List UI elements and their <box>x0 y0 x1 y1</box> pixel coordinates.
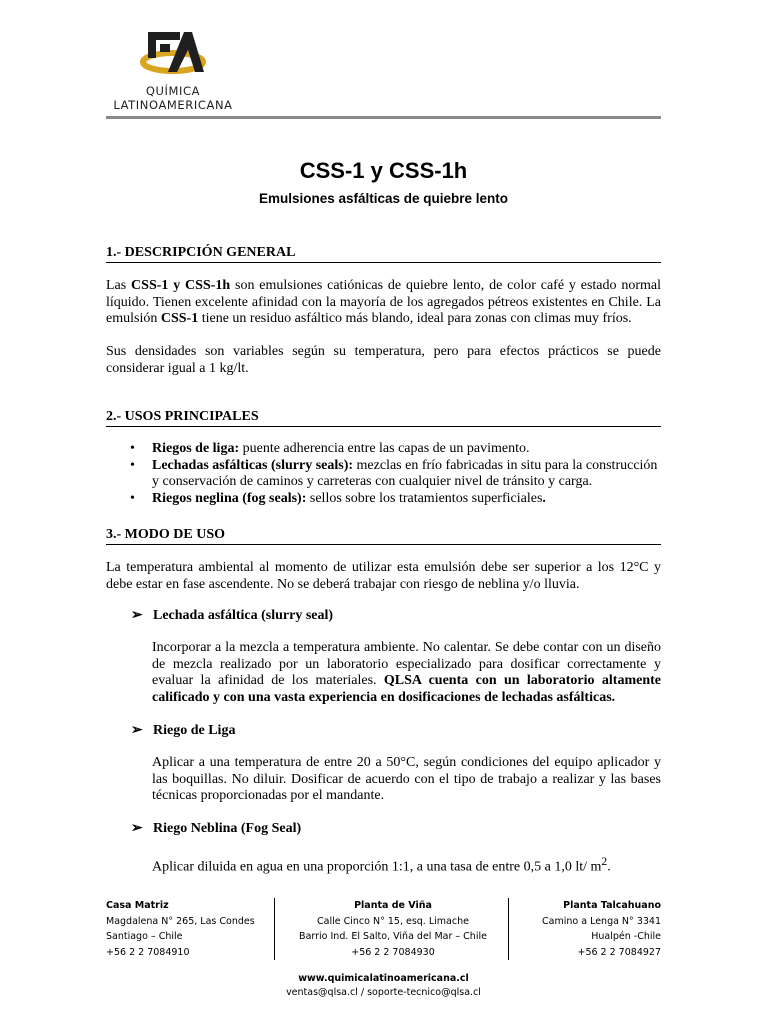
item-text: sellos sobre los tratamientos superficiales <box>306 490 543 506</box>
email-links[interactable]: ventas@qlsa.cl / soporte-tecnico@qlsa.cl <box>286 987 481 998</box>
product-name: CSS-1 <box>160 311 199 326</box>
text-span: . <box>607 859 611 875</box>
footer-talcahuano-plant <box>512 898 661 960</box>
footer-title: Planta de Viña <box>354 900 432 911</box>
arrow-bullet-icon: ➢ <box>131 608 143 623</box>
page-subtitle: Emulsiones asfálticas de quiebre lento <box>258 191 509 206</box>
list-item <box>106 458 661 491</box>
arrow-bullet-icon: ➢ <box>131 723 143 738</box>
section-heading-usage: 3.- MODO DE USO <box>106 527 661 545</box>
list-item <box>106 491 661 508</box>
footer-head-office <box>106 898 296 960</box>
footer-divider <box>508 898 509 960</box>
superscript: 2 <box>601 855 608 868</box>
item-label: Riegos neglina (fog seals): <box>152 490 307 506</box>
footer-title: Planta Talcahuano <box>563 900 661 911</box>
footer-city: Santiago – Chile <box>106 931 183 942</box>
subsection-title: Riego Neblina (Fog Seal) <box>153 821 302 836</box>
item-label: Riegos de liga: <box>152 441 240 456</box>
arrow-bullet-icon: ➢ <box>131 821 143 836</box>
item-label: Lechadas asfálticas (slurry seals): <box>152 457 354 473</box>
footer-address: Camino a Lenga N° 3341 <box>542 915 661 927</box>
footer-title: Casa Matriz <box>106 900 169 911</box>
brand-line-2: LATINOAMERICANA <box>113 98 233 112</box>
brand-name <box>108 84 238 112</box>
subsection-title: Lechada asfáltica (slurry seal) <box>153 608 334 623</box>
item-text: mezclas en frío fabricadas in situ para la construcción y conservación de caminos y carreteras con cualquier nivel de tránsito y carga. <box>152 457 658 489</box>
subsection-heading-fog-seal <box>131 821 301 837</box>
tack-coat-paragraph: Aplicar a una temperatura de entre 20 a 50°C, según condiciones del equipo aplicador y las boquillas. No diluir. Dosificar de acuerdo con el tipo de trabajo a realizar y las bases técnicas proporcionadas por el mandante. <box>152 755 661 803</box>
section-heading-uses: 2.- USOS PRINCIPALES <box>106 409 661 427</box>
list-item <box>106 441 661 458</box>
footer-contact <box>106 972 661 1000</box>
footer-phone: +56 2 2 7084910 <box>106 946 190 958</box>
footer-phone: +56 2 2 7084927 <box>577 946 661 958</box>
company-logo <box>108 28 238 114</box>
footer-vina-plant <box>280 898 506 960</box>
subsection-heading-tack-coat <box>131 723 235 739</box>
slurry-paragraph <box>152 640 661 706</box>
bullet-icon: • <box>130 457 135 473</box>
page-title: CSS-1 y CSS-1h <box>299 158 468 183</box>
description-paragraph <box>106 278 661 328</box>
item-tail: . <box>542 490 546 506</box>
qla-logo-icon <box>140 28 206 80</box>
product-names: CSS-1 y CSS-1h <box>131 278 231 293</box>
footer-divider <box>274 898 275 960</box>
usage-intro-paragraph: La temperatura ambiental al momento de utilizar esta emulsión debe ser superior a los 12°C y debe estar en fase ascendente. No se deberá trabajar con riesgo de neblina y/o lluvia. <box>106 560 661 592</box>
item-text: puente adherencia entre las capas de un pavimento. <box>239 441 530 456</box>
website-link[interactable]: www.quimicalatinoamericana.cl <box>298 973 469 984</box>
text-span: Incorporar a la mezcla a temperatura ambiente. No calentar. Se debe contar con un diseño de mezcla realizado por un laboratorio especializado para dosificar correctamente y evaluar la afinidad de los materiales. <box>152 640 661 688</box>
text-span: Aplicar diluida en agua en una proporción 1:1, a una tasa de entre 0,5 a 1,0 lt/ m <box>152 859 602 875</box>
footer-city: Barrio Ind. El Salto, Viña del Mar – Chile <box>299 931 487 942</box>
brand-line-1: QUÍMICA <box>145 84 201 98</box>
section-heading-description: 1.- DESCRIPCIÓN GENERAL <box>106 245 661 263</box>
fog-seal-paragraph <box>152 854 661 876</box>
uses-list <box>106 441 661 507</box>
footer-address: Calle Cinco N° 15, esq. Limache <box>317 915 469 927</box>
footer-phone: +56 2 2 7084930 <box>351 946 435 958</box>
subsection-heading-slurry <box>131 608 333 624</box>
density-paragraph: Sus densidades son variables según su temperatura, pero para efectos prácticos se puede considerar igual a 1 kg/lt. <box>106 344 661 376</box>
text-span: son emulsiones catiónicas de quiebre lento, de color café y estado normal líquido. Tienen excelente afinidad con la mayoría de los agregados pétreos existentes en Chile. La emulsión <box>106 278 661 326</box>
text-span: Las <box>106 278 132 293</box>
header-divider <box>106 116 661 119</box>
text-span: tiene un residuo asfáltico más blando, ideal para zonas con climas muy fríos. <box>198 311 632 326</box>
lab-highlight: QLSA cuenta con un laboratorio altamente calificado y con una vasta experiencia en dosificaciones de lechadas asfálticas. <box>152 673 661 705</box>
bullet-icon: • <box>130 441 135 456</box>
footer-address: Magdalena N° 265, Las Condes <box>106 915 255 927</box>
bullet-icon: • <box>130 490 135 506</box>
footer-city: Hualpén -Chile <box>591 931 661 942</box>
subsection-title: Riego de Liga <box>153 723 236 738</box>
